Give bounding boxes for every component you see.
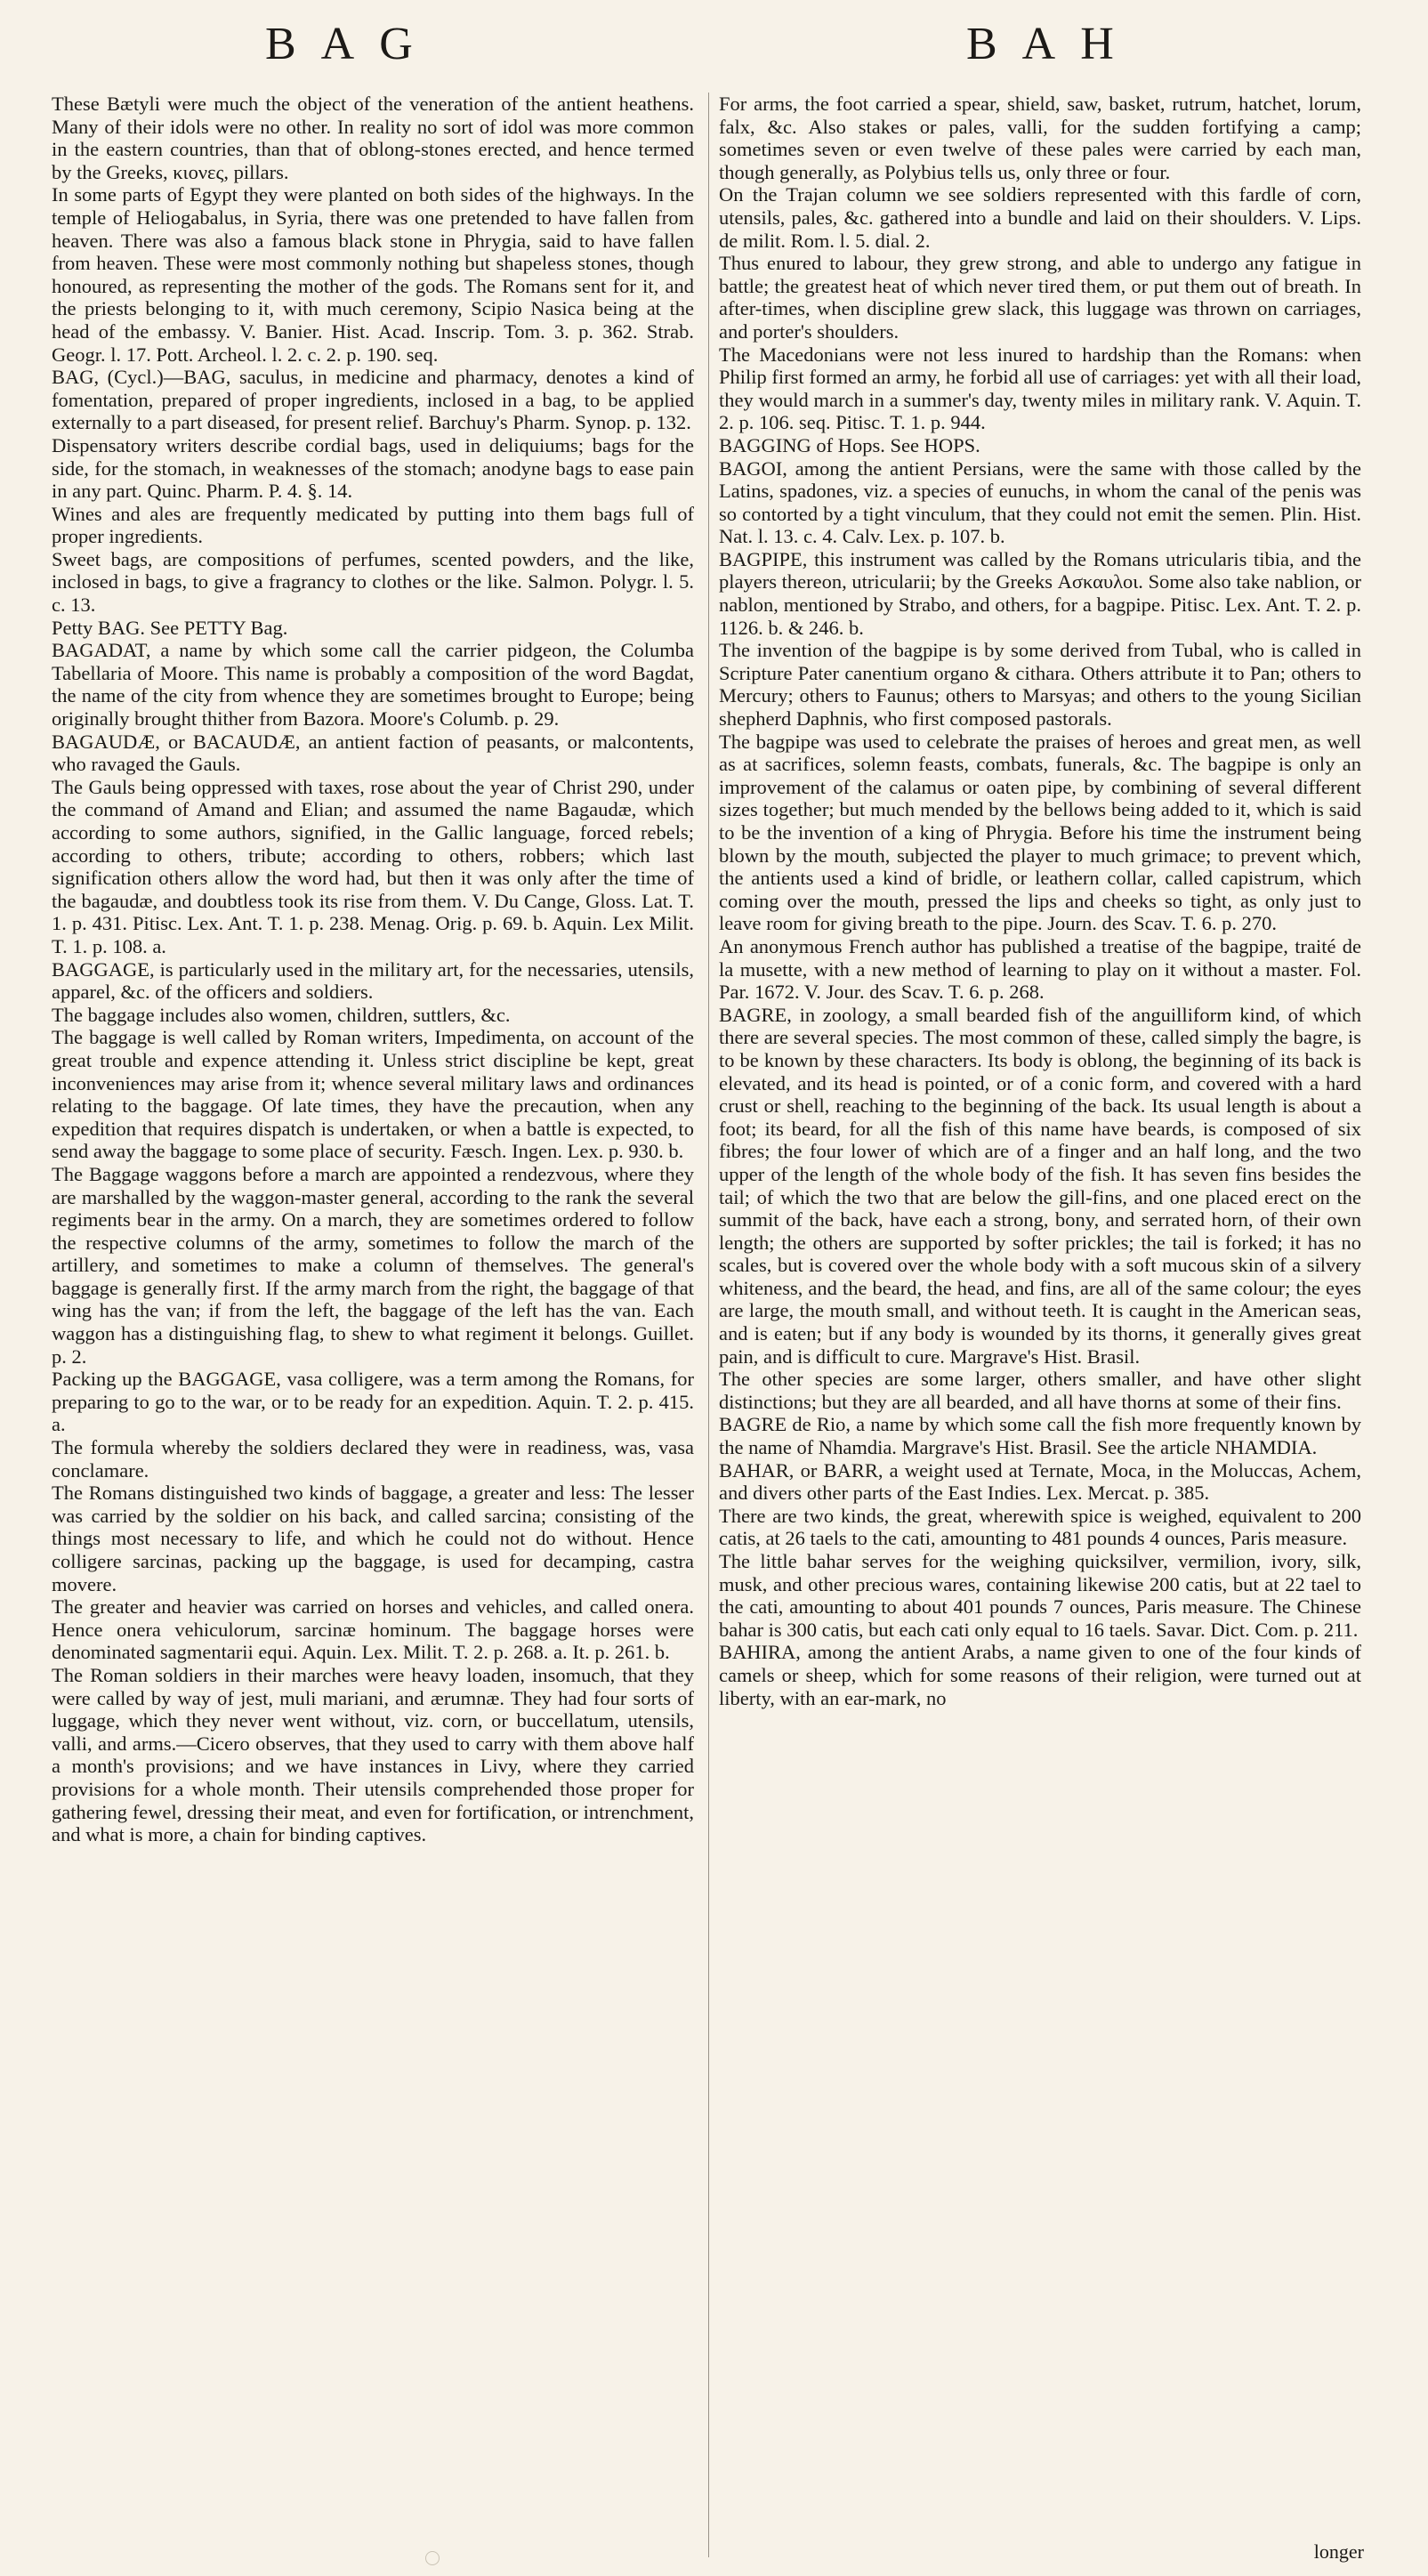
entry-bagadat: BAGADAT, a name by which some call the carrier pidgeon, the Columba Tabellaria of Moore. This name is probably a composition of the word Bagdat, the name of the city from whence they are sometimes brought to Europe; being originally brought thither from Bazora. Moore's Columb. p. 29. bbox=[52, 639, 694, 731]
paragraph: Thus enured to labour, they grew strong, and able to undergo any fatigue in battle; the greatest heat of which never tired them, or put them out of breath. In after-times, when discipline grew slack, this luggage was thrown on carriages, and porter's shoulders. bbox=[719, 252, 1361, 343]
entry-bahira: BAHIRA, among the antient Arabs, a name given to one of the four kinds of camels or sheep, which for some reasons of their religion, were turned out at liberty, with an ear-mark, no bbox=[719, 1641, 1361, 1709]
running-head-left: BAG bbox=[265, 19, 438, 69]
paragraph: The greater and heavier was carried on horses and vehicles, and called onera. Hence onera vehiculorum, sarcinæ hominum. The baggage horses were denominated sagmentarii equi. Aquin. Lex. Milit. T. 2. p. 268. a. It. p. 261. b. bbox=[52, 1595, 694, 1664]
page-ornament bbox=[425, 2551, 440, 2565]
paragraph: The baggage includes also women, children, suttlers, &c. bbox=[52, 1003, 511, 1026]
paragraph: The formula whereby the soldiers declared they were in readiness, was, vasa conclamare. bbox=[52, 1436, 694, 1482]
paragraph: The other species are some larger, others smaller, and have other slight distinctions; but they are all bearded, and all have thorns at some of their fins. bbox=[719, 1368, 1361, 1413]
entry-bagging: BAGGING of Hops. See HOPS. bbox=[719, 433, 980, 456]
paragraph: Sweet bags, are compositions of perfumes, scented powders, and the like, inclosed in bags, to give a fragrancy to clothes or the like. Salmon. Polygr. l. 5. c. 13. bbox=[52, 547, 694, 617]
paragraph: The baggage is well called by Roman writers, Impedimenta, on account of the great trouble and expence attending it. Unless strict discipline be kept, great inconveniences may arise from it; whence several military laws and ordinances relating to the baggage. Of late times, they have the precaution, when any expedition that requires dispatch is undertaken, or when a battle is expected, to send away the baggage to some place of security. Fæsch. Ingen. Lex. p. 930. b. bbox=[52, 1026, 694, 1163]
paragraph: There are two kinds, the great, wherewith spice is weighed, equivalent to 200 catis, at 26 taels to the cati, amounting to 481 pounds 4 ounces, Paris measure. bbox=[719, 1504, 1361, 1550]
running-head-right: BAH bbox=[966, 19, 1139, 69]
paragraph: The Roman soldiers in their marches were heavy loaden, insomuch, that they were called by way of jest, muli mariani, and ærumnæ. They had four sorts of luggage, which they never went without, viz. corn, or buccellatum, utensils, valli, and arms.—Cicero observes, that they used to carry with them above half a month's provisions; and we have instances in Livy, where they carried provisions for a whole month. Their utensils comprehended those proper for gathering fewel, dressing their meat, and even for fortification, or intrenchment, and what is more, a chain for binding captives. bbox=[52, 1663, 694, 1846]
entry-baggage: BAGGAGE, is particularly used in the military art, for the necessaries, utensils, apparel, &c. of the officers and soldiers. bbox=[52, 957, 694, 1004]
left-column bbox=[52, 93, 694, 1846]
entry-bagre-de-rio: BAGRE de Rio, a name by which some call the fish more frequently known by the name of Nhamdia. Margrave's Hist. Brasil. See the article NHAMDIA. bbox=[719, 1413, 1361, 1459]
paragraph: The invention of the bagpipe is by some derived from Tubal, who is called in Scripture Pater canentium organo & cithara. Others attribute it to Pan; others to Mercury; others to Faunus; others to Marsyas; and others to the young Sicilian shepherd Daphnis, who first composed pastorals. bbox=[719, 639, 1361, 731]
paragraph: The Macedonians were not less inured to hardship than the Romans: when Philip first formed an army, he forbid all use of carriages: yet with all their load, they would march in a summer's day, twenty miles in military rank. V. Aquin. T. 2. p. 106. seq. Pitisc. T. 1. p. 944. bbox=[719, 343, 1361, 434]
paragraph: Wines and ales are frequently medicated by putting into them bags full of proper ingredients. bbox=[52, 502, 694, 548]
paragraph: An anonymous French author has published a treatise of the bagpipe, traité de la musette, with a new method of learning to play on it without a master. Fol. Par. 1672. V. Jour. des Scav. T. 6. p. 268. bbox=[719, 934, 1361, 1004]
entry-petty-bag: Petty BAG. See PETTY Bag. bbox=[52, 616, 288, 639]
paragraph: These Bætyli were much the object of the veneration of the antient heathens. Many of their idols were no other. In reality no sort of idol was more common in the eastern countries, than that of oblong-stones erected, and hence termed by the Greeks, κιονες, pillars. bbox=[52, 93, 694, 183]
column-divider bbox=[708, 93, 709, 2557]
paragraph: The Romans distinguished two kinds of baggage, a greater and less: The lesser was carried by the soldier on his back, and called sarcina; consisting of the things most necessary to life, and which he could not do without. Hence colligere sarcinas, packing up the baggage, is used for decamping, castra movere. bbox=[52, 1482, 694, 1595]
paragraph: For arms, the foot carried a spear, shield, saw, basket, rutrum, hatchet, lorum, falx, &c. Also stakes or pales, valli, for the sudden fortifying a camp; sometimes seven or even twelve of these pales were carried by each man, though generally, as Polybius tells us, only three or four. bbox=[719, 93, 1361, 183]
entry-bagre: BAGRE, in zoology, a small bearded fish of the anguilliform kind, of which there are several species. The most common of these, called simply the bagre, is to be known by these characters. Its body is oblong, the beginning of its back is elevated, and its head is pointed, or of a conic form, and covered with a hard crust or shell, reaching to the beginning of the back. Its usual length is about a foot; its beard, for all the fish of this name have beards, is composed of six fibres; the four lower of which are of a finger and an half long, and the two upper of the length of the whole body of the fish. It has seven fins besides the tail; of which the two that are below the gill-fins, and one placed erect on the summit of the back, have each a strong, bony, and serrated horn, of their own length; the others are supported by softer prickles; the tail is forked; it has no scales, but is covered over the whole body with a soft mucous skin of a silvery whiteness, and the beard, the head, and fins, are all of the same colour; the eyes are large, the mouth small, and without teeth. It is caught in the American seas, and is eaten; but if any body is wounded by its thorns, it generally gives great pain, and is difficult to cure. Margrave's Hist. Brasil. bbox=[719, 1003, 1361, 1368]
paragraph: The Baggage waggons before a march are appointed a rendezvous, where they are marshalled by the waggon-master general, according to the rank the several regiments bear in the army. On a march, they are sometimes ordered to follow the respective columns of the army, sometimes to follow the march of the artillery, and sometimes to make a column of themselves. The general's baggage is generally first. If the army march from the right, the baggage of that wing has the van; if from the left, the baggage of the left has the van. Each waggon has a distinguishing flag, to shew to what regiment it belongs. Guillet. p. 2. bbox=[52, 1162, 694, 1368]
catchword: longer bbox=[1313, 2540, 1364, 2563]
entry-bag: BAG, (Cycl.)—BAG, saculus, in medicine and pharmacy, denotes a kind of fomentation, prepared of proper ingredients, inclosed in a bag, to be applied externally to a part diseased, for present relief. Barchuy's Pharm. Synop. p. 132. bbox=[52, 366, 694, 434]
right-column bbox=[719, 93, 1361, 1709]
entry-packing-up-baggage: Packing up the BAGGAGE, vasa colligere, was a term among the Romans, for preparing to go to the war, or to be ready for an expedition. Aquin. T. 2. p. 415. a. bbox=[52, 1368, 694, 1436]
entry-bagoi: BAGOI, among the antient Persians, were the same with those called by the Latins, spadones, viz. a species of eunuchs, in whom the canal of the penis was so contorted by a tight vinculum, that they could not emit the semen. Plin. Hist. Nat. l. 13. c. 4. Calv. Lex. p. 107. b. bbox=[719, 456, 1361, 548]
paragraph: The Gauls being oppressed with taxes, rose about the year of Christ 290, under the command of Amand and Elian; and assumed the name Bagaudæ, which according to some authors, signified, in the Gallic language, forced rebels; according to others, tribute; according to others, robbers; which last signification others allow the word had, but then it was only after the time of the bagaudæ, and doubtless took its rise from them. V. Du Cange, Gloss. Lat. T. 1. p. 431. Pitisc. Lex. Ant. T. 1. p. 238. Menag. Orig. p. 69. b. Aquin. Lex Milit. T. 1. p. 108. a. bbox=[52, 775, 694, 957]
paragraph: In some parts of Egypt they were planted on both sides of the highways. In the temple of Heliogabalus, in Syria, there was one pretended to have fallen from heaven. There was also a famous black stone in Phrygia, said to have fallen from heaven. These were most commonly nothing but shapeless stones, though honoured, as representing the mother of the gods. The Romans sent for it, and the priests belonging to it, with much ceremony, Scipio Nasica being at the head of the embassy. V. Banier. Hist. Acad. Inscrip. Tom. 3. p. 362. Strab. Geogr. l. 17. Pott. Archeol. l. 2. c. 2. p. 190. seq. bbox=[52, 183, 694, 366]
paragraph: The little bahar serves for the weighing quicksilver, vermilion, ivory, silk, musk, and other precious wares, containing likewise 200 catis, but at 22 tael to the cati, amounting to about 401 pounds 7 ounces, Paris measure. The Chinese bahar is 300 catis, but each cati only equal to 16 taels. Savar. Dict. Com. p. 211. bbox=[719, 1550, 1361, 1641]
entry-bagpipe: BAGPIPE, this instrument was called by the Romans utricularis tibia, and the players thereon, utricularii; by the Greeks Ασκαυλοι. Some also take nablion, or nablon, mentioned by Strabo, and others, for a bagpipe. Pitisc. Lex. Ant. T. 2. p. 1126. b. & 246. b. bbox=[719, 547, 1361, 639]
entry-bagaudae: BAGAUDÆ, or BACAUDÆ, an antient faction of peasants, or malcontents, who ravaged the Gauls. bbox=[52, 730, 694, 776]
entry-bahar: BAHAR, or BARR, a weight used at Ternate, Moca, in the Moluccas, Achem, and divers other parts of the East Indies. Lex. Mercat. p. 385. bbox=[719, 1458, 1361, 1505]
paragraph: The bagpipe was used to celebrate the praises of heroes and great men, as well as at sacrifices, solemn feasts, combats, funerals, &c. The bagpipe is only an improvement of the calamus or oaten pipe, by combining of several different sizes together; but much mended by the bellows being added to it, which is said to be the invention of a king of Phrygia. Before his time the instrument being blown by the mouth, subjected the player to much grimace; to prevent which, the antients used a kind of bridle, or leathern collar, called capistrum, which coming over the mouth, pressed the lips and cheeks so tight, as only just to leave room for giving breath to the pipe. Journ. des Scav. T. 6. p. 270. bbox=[719, 730, 1361, 935]
paragraph: Dispensatory writers describe cordial bags, used in deliquiums; bags for the side, for the stomach, in weaknesses of the stomach; anodyne bags to ease pain in any part. Quinc. Pharm. P. 4. §. 14. bbox=[52, 433, 694, 503]
paragraph: On the Trajan column we see soldiers represented with this fardle of corn, utensils, pales, &c. gathered into a bundle and laid on their shoulders. V. Lips. de milit. Rom. l. 5. dial. 2. bbox=[719, 183, 1361, 252]
